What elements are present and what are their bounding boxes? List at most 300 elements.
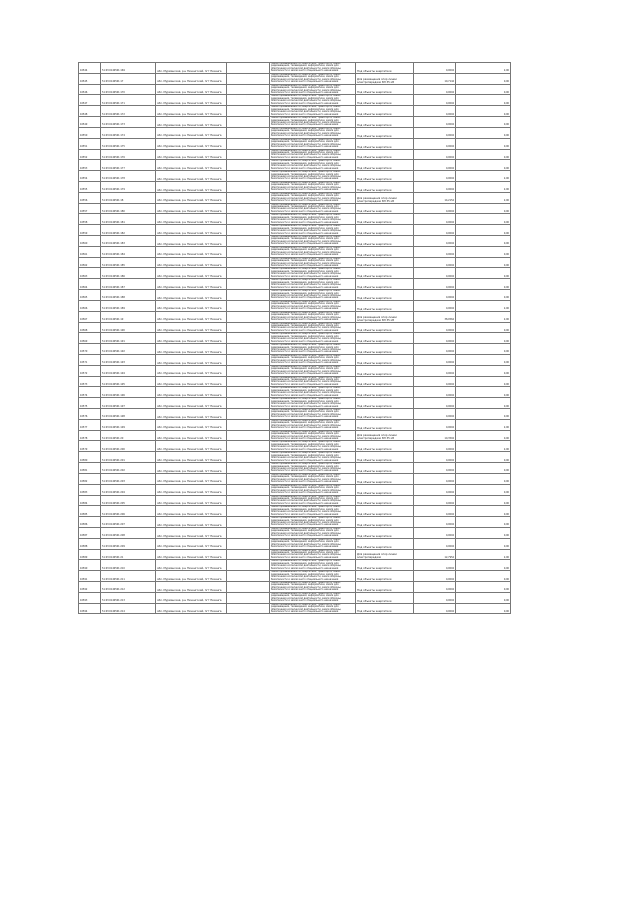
table-row bbox=[79, 117, 511, 128]
land-type-cell: Земли промышленности, энергетики, транспорта, связи, радиовещания, телевидения, информатики, земли для обеспечения космической деятельности, земли обороны, безопасности и земли иного специального назначения bbox=[270, 419, 356, 430]
table-row bbox=[79, 63, 511, 74]
cadastral-number-cell: 51:03:0140501:180 bbox=[101, 203, 156, 214]
row-id-cell: 10570 bbox=[79, 344, 101, 355]
spacer-cell bbox=[227, 214, 270, 225]
permitted-use-cell: Под объекты энергетики bbox=[356, 419, 414, 430]
spacer-cell bbox=[227, 473, 270, 484]
location-cell: обл. Мурманская, р-н Печенгский, пгт Печенга bbox=[156, 463, 227, 474]
spacer-cell bbox=[227, 527, 270, 538]
area-cell: 0,0004 bbox=[414, 473, 456, 484]
land-type-cell: Земли промышленности, энергетики, транспорта, связи, радиовещания, телевидения, информатики, земли для обеспечения космической деятельности, земли обороны, безопасности и земли иного специального назначения bbox=[270, 290, 356, 301]
area-cell: 0,0004 bbox=[414, 419, 456, 430]
permitted-use-cell: Под объекты энергетики bbox=[356, 484, 414, 495]
location-cell: обл. Мурманская, р-н Печенгский, пгт Печенга bbox=[156, 203, 227, 214]
location-cell: обл. Мурманская, р-н Печенгский, пгт Печенга bbox=[156, 322, 227, 333]
row-id-cell: 10557 bbox=[79, 203, 101, 214]
cadastral-number-cell: 51:03:0140501:170 bbox=[101, 84, 156, 95]
spacer-cell bbox=[227, 117, 270, 128]
area-cell: 0,0004 bbox=[414, 376, 456, 387]
cadastral-number-cell: 51:03:0140501:17 bbox=[101, 73, 156, 84]
row-id-cell: 10568 bbox=[79, 322, 101, 333]
location-cell: обл. Мурманская, р-н Печенгский, пгт Печенга bbox=[156, 452, 227, 463]
cadastral-number-cell: 51:03:0140501:186 bbox=[101, 268, 156, 279]
permitted-use-cell: Для размещения опор линии электропередачи ВЛ 35 кВ bbox=[356, 73, 414, 84]
rate-cell: 0,00 bbox=[456, 409, 511, 420]
land-type-cell: Земли промышленности, энергетики, транспорта, связи, радиовещания, телевидения, информатики, земли для обеспечения космической деятельности, земли обороны, безопасности и земли иного специального назначения bbox=[270, 549, 356, 560]
table-row bbox=[79, 257, 511, 268]
area-cell: 0,0004 bbox=[414, 246, 456, 257]
land-type-cell: Земли промышленности, энергетики, транспорта, связи, радиовещания, телевидения, информатики, земли для обеспечения космической деятельности, земли обороны, безопасности и земли иного специального назначения bbox=[270, 560, 356, 571]
rate-cell: 0,00 bbox=[456, 354, 511, 365]
location-cell: обл. Мурманская, р-н Печенгский, пгт Печенга bbox=[156, 365, 227, 376]
land-type-cell: Земли промышленности, энергетики, транспорта, связи, радиовещания, телевидения, информатики, земли для обеспечения космической деятельности, земли обороны, безопасности и земли иного специального назначения bbox=[270, 84, 356, 95]
row-id-cell: 10551 bbox=[79, 138, 101, 149]
rate-cell: 0,00 bbox=[456, 560, 511, 571]
area-cell: 0,0004 bbox=[414, 344, 456, 355]
area-cell: 0,0004 bbox=[414, 484, 456, 495]
table-row bbox=[79, 495, 511, 506]
rate-cell: 0,00 bbox=[456, 268, 511, 279]
spacer-cell bbox=[227, 441, 270, 452]
row-id-cell: 10550 bbox=[79, 127, 101, 138]
area-cell: 14,2154 bbox=[414, 192, 456, 203]
table-row bbox=[79, 214, 511, 225]
spacer-cell bbox=[227, 506, 270, 517]
location-cell: обл. Мурманская, р-н Печенгский, пгт Печенга bbox=[156, 333, 227, 344]
row-id-cell: 10585 bbox=[79, 506, 101, 517]
cadastral-number-cell: 51:03:0140501:18 bbox=[101, 192, 156, 203]
row-id-cell: 10546 bbox=[79, 84, 101, 95]
table-row bbox=[79, 236, 511, 247]
area-cell: 0,0004 bbox=[414, 592, 456, 603]
row-id-cell: 10594 bbox=[79, 603, 101, 614]
location-cell: обл. Мурманская, р-н Печенгский, пгт Печенга bbox=[156, 138, 227, 149]
location-cell: обл. Мурманская, р-н Печенгский, пгт Печенга bbox=[156, 344, 227, 355]
cadastral-number-cell: 51:03:0140501:192 bbox=[101, 344, 156, 355]
cadastral-number-cell: 51:03:0140501:210 bbox=[101, 560, 156, 571]
table-row bbox=[79, 246, 511, 257]
row-id-cell: 10592 bbox=[79, 582, 101, 593]
area-cell: 0,0004 bbox=[414, 203, 456, 214]
location-cell: обл. Мурманская, р-н Печенгский, пгт Печенга bbox=[156, 246, 227, 257]
cadastral-number-cell: 51:03:0140501:194 bbox=[101, 365, 156, 376]
cadastral-number-cell: 51:03:0140501:21 bbox=[101, 549, 156, 560]
area-cell: 0,0004 bbox=[414, 214, 456, 225]
land-type-cell: Земли промышленности, энергетики, транспорта, связи, радиовещания, телевидения, информатики, земли для обеспечения космической деятельности, земли обороны, безопасности и земли иного специального назначения bbox=[270, 571, 356, 582]
spacer-cell bbox=[227, 387, 270, 398]
rate-cell: 2,00 bbox=[456, 549, 511, 560]
area-cell: 0,0004 bbox=[414, 560, 456, 571]
land-type-cell: Земли промышленности, энергетики, транспорта, связи, радиовещания, телевидения, информатики, земли для обеспечения космической деятельности, земли обороны, безопасности и земли иного специального назначения bbox=[270, 430, 356, 441]
rate-cell: 0,00 bbox=[456, 73, 511, 84]
land-type-cell: Земли промышленности, энергетики, транспорта, связи, радиовещания, телевидения, информатики, земли для обеспечения космической деятельности, земли обороны, безопасности и земли иного специального назначения bbox=[270, 300, 356, 311]
row-id-cell: 10582 bbox=[79, 473, 101, 484]
land-type-cell: Земли промышленности, энергетики, транспорта, связи, радиовещания, телевидения, информатики, земли для обеспечения космической деятельности, земли обороны, безопасности и земли иного специального назначения bbox=[270, 538, 356, 549]
row-id-cell: 10576 bbox=[79, 409, 101, 420]
area-cell: 0,0004 bbox=[414, 268, 456, 279]
table-row bbox=[79, 398, 511, 409]
land-type-cell: Земли промышленности, энергетики, транспорта, связи, радиовещания, телевидения, информатики, земли для обеспечения космической деятельности, земли обороны, безопасности и земли иного специального назначения bbox=[270, 506, 356, 517]
spacer-cell bbox=[227, 603, 270, 614]
spacer-cell bbox=[227, 549, 270, 560]
land-type-cell: Земли промышленности, энергетики, транспорта, связи, радиовещания, телевидения, информатики, земли для обеспечения космической деятельности, земли обороны, безопасности и земли иного специального назначения bbox=[270, 473, 356, 484]
table-row bbox=[79, 225, 511, 236]
row-id-cell: 10544 bbox=[79, 63, 101, 74]
area-cell: 0,0004 bbox=[414, 279, 456, 290]
cadastral-number-cell: 51:03:0140501:181 bbox=[101, 214, 156, 225]
rate-cell: 0,00 bbox=[456, 333, 511, 344]
permitted-use-cell: Под объекты энергетики bbox=[356, 333, 414, 344]
row-id-cell: 10547 bbox=[79, 95, 101, 106]
permitted-use-cell: Под объекты энергетики bbox=[356, 560, 414, 571]
cadastral-number-cell: 51:03:0140501:190 bbox=[101, 322, 156, 333]
spacer-cell bbox=[227, 365, 270, 376]
cadastral-number-cell: 51:03:0140501:198 bbox=[101, 409, 156, 420]
permitted-use-cell: Под объекты энергетики bbox=[356, 138, 414, 149]
location-cell: обл. Мурманская, р-н Печенгский, пгт Печенга bbox=[156, 311, 227, 322]
area-cell: 0,0004 bbox=[414, 225, 456, 236]
table-body bbox=[79, 63, 511, 614]
permitted-use-cell: Под объекты энергетики bbox=[356, 246, 414, 257]
cadastral-number-cell: 51:03:0140501:200 bbox=[101, 441, 156, 452]
cadastral-number-cell: 51:03:0140501:174 bbox=[101, 127, 156, 138]
cadastral-number-cell: 51:03:0140501:202 bbox=[101, 463, 156, 474]
area-cell: 0,0004 bbox=[414, 84, 456, 95]
cadastral-number-cell: 51:03:0140501:212 bbox=[101, 582, 156, 593]
rate-cell: 0,00 bbox=[456, 257, 511, 268]
spacer-cell bbox=[227, 571, 270, 582]
table-row bbox=[79, 127, 511, 138]
spacer-cell bbox=[227, 419, 270, 430]
area-cell: 0,0004 bbox=[414, 106, 456, 117]
spacer-cell bbox=[227, 311, 270, 322]
area-cell: 0,0004 bbox=[414, 582, 456, 593]
land-type-cell: Земли промышленности, энергетики, транспорта, связи, радиовещания, телевидения, информатики, земли для обеспечения космической деятельности, земли обороны, безопасности и земли иного специального назначения bbox=[270, 214, 356, 225]
rate-cell: 0,00 bbox=[456, 365, 511, 376]
cadastral-number-cell: 51:03:0140501:196 bbox=[101, 387, 156, 398]
rate-cell: 0,00 bbox=[456, 203, 511, 214]
area-cell: 0,0004 bbox=[414, 517, 456, 528]
row-id-cell: 10566 bbox=[79, 300, 101, 311]
cadastral-number-cell: 51:03:0140501:204 bbox=[101, 484, 156, 495]
land-type-cell: Земли промышленности, энергетики, транспорта, связи, радиовещания, телевидения, информатики, земли для обеспечения космической деятельности, земли обороны, безопасности и земли иного специального назначения bbox=[270, 149, 356, 160]
land-type-cell: Земли промышленности, энергетики, транспорта, связи, радиовещания, телевидения, информатики, земли для обеспечения космической деятельности, земли обороны, безопасности и земли иного специального назначения bbox=[270, 73, 356, 84]
cadastral-number-cell: 51:03:0140501:208 bbox=[101, 527, 156, 538]
permitted-use-cell: Под объекты энергетики bbox=[356, 322, 414, 333]
land-type-cell: Земли промышленности, энергетики, транспорта, связи, радиовещания, телевидения, информатики, земли для обеспечения космической деятельности, земли обороны, безопасности и земли иного специального назначения bbox=[270, 582, 356, 593]
land-type-cell: Земли промышленности, энергетики, транспорта, связи, радиовещания, телевидения, информатики, земли для обеспечения космической деятельности, земли обороны, безопасности и земли иного специального назначения bbox=[270, 63, 356, 74]
cadastral-number-cell: 51:03:0140501:195 bbox=[101, 376, 156, 387]
spacer-cell bbox=[227, 582, 270, 593]
row-id-cell: 10565 bbox=[79, 290, 101, 301]
spacer-cell bbox=[227, 409, 270, 420]
location-cell: обл. Мурманская, р-н Печенгский, пгт Печенга bbox=[156, 398, 227, 409]
cadastral-number-cell: 51:03:0140501:177 bbox=[101, 160, 156, 171]
spacer-cell bbox=[227, 463, 270, 474]
table-row bbox=[79, 300, 511, 311]
land-type-cell: Земли промышленности, энергетики, транспорта, связи, радиовещания, телевидения, информатики, земли для обеспечения космической деятельности, земли обороны, безопасности и земли иного специального назначения bbox=[270, 592, 356, 603]
permitted-use-cell: Под объекты энергетики bbox=[356, 506, 414, 517]
row-id-cell: 10579 bbox=[79, 441, 101, 452]
location-cell: обл. Мурманская, р-н Печенгский, пгт Печенга bbox=[156, 354, 227, 365]
table-row bbox=[79, 603, 511, 614]
rate-cell: 0,00 bbox=[456, 592, 511, 603]
location-cell: обл. Мурманская, р-н Печенгский, пгт Печенга bbox=[156, 538, 227, 549]
rate-cell: 0,00 bbox=[456, 452, 511, 463]
table-row bbox=[79, 95, 511, 106]
row-id-cell: 10593 bbox=[79, 592, 101, 603]
rate-cell: 0,00 bbox=[456, 527, 511, 538]
spacer-cell bbox=[227, 127, 270, 138]
table-row bbox=[79, 506, 511, 517]
permitted-use-cell: Под объекты энергетики bbox=[356, 279, 414, 290]
table-row bbox=[79, 549, 511, 560]
rate-cell: 0,00 bbox=[456, 517, 511, 528]
rate-cell: 0,00 bbox=[456, 149, 511, 160]
permitted-use-cell: Под объекты энергетики bbox=[356, 95, 414, 106]
area-cell: 0,0004 bbox=[414, 603, 456, 614]
permitted-use-cell: Под объекты энергетики bbox=[356, 603, 414, 614]
permitted-use-cell: Для размещения опор линии электропередачи ВЛ 35 кВ bbox=[356, 430, 414, 441]
spacer-cell bbox=[227, 376, 270, 387]
table-row bbox=[79, 409, 511, 420]
spacer-cell bbox=[227, 171, 270, 182]
area-cell: 0,0004 bbox=[414, 63, 456, 74]
permitted-use-cell: Под объекты энергетики bbox=[356, 268, 414, 279]
location-cell: обл. Мурманская, р-н Печенгский, пгт Печенга bbox=[156, 117, 227, 128]
permitted-use-cell: Под объекты энергетики bbox=[356, 538, 414, 549]
permitted-use-cell: Под объекты энергетики bbox=[356, 582, 414, 593]
area-cell: 12,7954 bbox=[414, 549, 456, 560]
location-cell: обл. Мурманская, р-н Печенгский, пгт Печенга bbox=[156, 95, 227, 106]
permitted-use-cell: Под объекты энергетики bbox=[356, 149, 414, 160]
rate-cell: 0,00 bbox=[456, 322, 511, 333]
permitted-use-cell: Для размещения опор линии электропередачи ВЛ 35 кВ bbox=[356, 311, 414, 322]
area-cell: 0,0004 bbox=[414, 160, 456, 171]
spacer-cell bbox=[227, 181, 270, 192]
area-cell: 0,0004 bbox=[414, 571, 456, 582]
location-cell: обл. Мурманская, р-н Печенгский, пгт Печенга bbox=[156, 106, 227, 117]
location-cell: обл. Мурманская, р-н Печенгский, пгт Печенга bbox=[156, 268, 227, 279]
table-row bbox=[79, 571, 511, 582]
table-row bbox=[79, 84, 511, 95]
area-cell: 0,0004 bbox=[414, 149, 456, 160]
rate-cell: 0,00 bbox=[456, 506, 511, 517]
table-row bbox=[79, 560, 511, 571]
table-row bbox=[79, 354, 511, 365]
spacer-cell bbox=[227, 322, 270, 333]
permitted-use-cell: Под объекты энергетики bbox=[356, 181, 414, 192]
row-id-cell: 10549 bbox=[79, 117, 101, 128]
land-type-cell: Земли промышленности, энергетики, транспорта, связи, радиовещания, телевидения, информатики, земли для обеспечения космической деятельности, земли обороны, безопасности и земли иного специального назначения bbox=[270, 311, 356, 322]
land-type-cell: Земли промышленности, энергетики, транспорта, связи, радиовещания, телевидения, информатики, земли для обеспечения космической деятельности, земли обороны, безопасности и земли иного специального назначения bbox=[270, 333, 356, 344]
rate-cell: 0,00 bbox=[456, 225, 511, 236]
cadastral-number-cell: 51:03:0140501:182 bbox=[101, 225, 156, 236]
location-cell: обл. Мурманская, р-н Печенгский, пгт Печенга bbox=[156, 387, 227, 398]
row-id-cell: 10562 bbox=[79, 257, 101, 268]
spacer-cell bbox=[227, 452, 270, 463]
land-type-cell: Земли промышленности, энергетики, транспорта, связи, радиовещания, телевидения, информатики, земли для обеспечения космической деятельности, земли обороны, безопасности и земли иного специального назначения bbox=[270, 409, 356, 420]
table-row bbox=[79, 538, 511, 549]
location-cell: обл. Мурманская, р-н Печенгский, пгт Печенга bbox=[156, 430, 227, 441]
row-id-cell: 10561 bbox=[79, 246, 101, 257]
land-type-cell: Земли промышленности, энергетики, транспорта, связи, радиовещания, телевидения, информатики, земли для обеспечения космической деятельности, земли обороны, безопасности и земли иного специального назначения bbox=[270, 495, 356, 506]
permitted-use-cell: Под объекты энергетики bbox=[356, 225, 414, 236]
rate-cell: 0,00 bbox=[456, 214, 511, 225]
land-type-cell: Земли промышленности, энергетики, транспорта, связи, радиовещания, телевидения, информатики, земли для обеспечения космической деятельности, земли обороны, безопасности и земли иного специального назначения bbox=[270, 268, 356, 279]
land-type-cell: Земли промышленности, энергетики, транспорта, связи, радиовещания, телевидения, информатики, земли для обеспечения космической деятельности, земли обороны, безопасности и земли иного специального назначения bbox=[270, 117, 356, 128]
spacer-cell bbox=[227, 84, 270, 95]
rate-cell: 0,00 bbox=[456, 95, 511, 106]
area-cell: 0,0004 bbox=[414, 452, 456, 463]
rate-cell: 0,00 bbox=[456, 582, 511, 593]
cadastral-number-cell: 51:03:0140501:176 bbox=[101, 149, 156, 160]
rate-cell: 0,00 bbox=[456, 376, 511, 387]
cadastral-number-cell: 51:03:0140501:213 bbox=[101, 592, 156, 603]
table-row bbox=[79, 463, 511, 474]
location-cell: обл. Мурманская, р-н Печенгский, пгт Печенга bbox=[156, 63, 227, 74]
land-type-cell: Земли промышленности, энергетики, транспорта, связи, радиовещания, телевидения, информатики, земли для обеспечения космической деятельности, земли обороны, безопасности и земли иного специального назначения bbox=[270, 398, 356, 409]
area-cell: 0,0004 bbox=[414, 354, 456, 365]
table-row bbox=[79, 279, 511, 290]
area-cell: 10,3504 bbox=[414, 430, 456, 441]
land-type-cell: Земли промышленности, энергетики, транспорта, связи, радиовещания, телевидения, информатики, земли для обеспечения космической деятельности, земли обороны, безопасности и земли иного специального назначения bbox=[270, 257, 356, 268]
permitted-use-cell: Под объекты энергетики bbox=[356, 387, 414, 398]
location-cell: обл. Мурманская, р-н Печенгский, пгт Печенга bbox=[156, 73, 227, 84]
land-type-cell: Земли промышленности, энергетики, транспорта, связи, радиовещания, телевидения, информатики, земли для обеспечения космической деятельности, земли обороны, безопасности и земли иного специального назначения bbox=[270, 138, 356, 149]
rate-cell: 2,00 bbox=[456, 171, 511, 182]
spacer-cell bbox=[227, 560, 270, 571]
cadastral-number-cell: 51:03:0140501:214 bbox=[101, 603, 156, 614]
row-id-cell: 10559 bbox=[79, 225, 101, 236]
cadastral-number-cell: 51:03:0140501:171 bbox=[101, 95, 156, 106]
row-id-cell: 10584 bbox=[79, 495, 101, 506]
land-type-cell: Земли промышленности, энергетики, транспорта, связи, радиовещания, телевидения, информатики, земли для обеспечения космической деятельности, земли обороны, безопасности и земли иного специального назначения bbox=[270, 236, 356, 247]
spacer-cell bbox=[227, 484, 270, 495]
rate-cell: 0,00 bbox=[456, 463, 511, 474]
spacer-cell bbox=[227, 430, 270, 441]
spacer-cell bbox=[227, 300, 270, 311]
area-cell: 0,0004 bbox=[414, 463, 456, 474]
location-cell: обл. Мурманская, р-н Печенгский, пгт Печенга bbox=[156, 192, 227, 203]
area-cell: 0,0004 bbox=[414, 181, 456, 192]
land-type-cell: Земли промышленности, энергетики, транспорта, связи, радиовещания, телевидения, информатики, земли для обеспечения космической деятельности, земли обороны, безопасности и земли иного специального назначения bbox=[270, 463, 356, 474]
document-page bbox=[78, 62, 510, 614]
land-type-cell: Земли промышленности, энергетики, транспорта, связи, радиовещания, телевидения, информатики, земли для обеспечения космической деятельности, земли обороны, безопасности и земли иного специального назначения bbox=[270, 527, 356, 538]
rate-cell: 0,00 bbox=[456, 84, 511, 95]
rate-cell: 0,00 bbox=[456, 344, 511, 355]
location-cell: обл. Мурманская, р-н Печенгский, пгт Печенга bbox=[156, 214, 227, 225]
rate-cell: 0,00 bbox=[456, 138, 511, 149]
table-row bbox=[79, 311, 511, 322]
table-row bbox=[79, 138, 511, 149]
rate-cell: 2,00 bbox=[456, 192, 511, 203]
land-type-cell: Земли промышленности, энергетики, транспорта, связи, радиовещания, телевидения, информатики, земли для обеспечения космической деятельности, земли обороны, безопасности и земли иного специального назначения bbox=[270, 441, 356, 452]
spacer-cell bbox=[227, 354, 270, 365]
land-type-cell: Земли промышленности, энергетики, транспорта, связи, радиовещания, телевидения, информатики, земли для обеспечения космической деятельности, земли обороны, безопасности и земли иного специального назначения bbox=[270, 160, 356, 171]
rate-cell: 0,00 bbox=[456, 473, 511, 484]
row-id-cell: 10586 bbox=[79, 517, 101, 528]
permitted-use-cell: Под объекты энергетики bbox=[356, 84, 414, 95]
location-cell: обл. Мурманская, р-н Печенгский, пгт Печенга bbox=[156, 149, 227, 160]
permitted-use-cell: Под объекты энергетики bbox=[356, 409, 414, 420]
cadastral-number-cell: 51:03:0140501:193 bbox=[101, 354, 156, 365]
spacer-cell bbox=[227, 246, 270, 257]
spacer-cell bbox=[227, 203, 270, 214]
row-id-cell: 10564 bbox=[79, 279, 101, 290]
permitted-use-cell: Под объекты энергетики bbox=[356, 354, 414, 365]
rate-cell: 0,00 bbox=[456, 484, 511, 495]
permitted-use-cell: Для размещения опор линии электропередачи ВЛ 35 кВ bbox=[356, 192, 414, 203]
rate-cell: 2,00 bbox=[456, 311, 511, 322]
area-cell: 0,0004 bbox=[414, 290, 456, 301]
table-row bbox=[79, 203, 511, 214]
permitted-use-cell: Под объекты энергетики bbox=[356, 290, 414, 301]
row-id-cell: 10590 bbox=[79, 560, 101, 571]
permitted-use-cell: Под объекты энергетики bbox=[356, 592, 414, 603]
table-row bbox=[79, 322, 511, 333]
area-cell: 0,0004 bbox=[414, 300, 456, 311]
land-type-cell: Земли промышленности, энергетики, транспорта, связи, радиовещания, телевидения, информатики, земли для обеспечения космической деятельности, земли обороны, безопасности и земли иного специального назначения bbox=[270, 344, 356, 355]
cadastral-number-cell: 51:03:0140501:191 bbox=[101, 333, 156, 344]
row-id-cell: 10581 bbox=[79, 463, 101, 474]
permitted-use-cell: Под объекты энергетики bbox=[356, 106, 414, 117]
area-cell: 38,0564 bbox=[414, 311, 456, 322]
permitted-use-cell: Для размещения опор линии электропередачи bbox=[356, 549, 414, 560]
table-row bbox=[79, 365, 511, 376]
row-id-cell: 10572 bbox=[79, 365, 101, 376]
row-id-cell: 10545 bbox=[79, 73, 101, 84]
cadastral-number-cell: 51:03:0140501:206 bbox=[101, 506, 156, 517]
cadastral-number-cell: 51:03:0140501:185 bbox=[101, 257, 156, 268]
permitted-use-cell: Под объекты энергетики bbox=[356, 527, 414, 538]
area-cell: 0,0004 bbox=[414, 322, 456, 333]
permitted-use-cell: Под объекты энергетики bbox=[356, 203, 414, 214]
row-id-cell: 10558 bbox=[79, 214, 101, 225]
table-row bbox=[79, 452, 511, 463]
land-type-cell: Земли промышленности, энергетики, транспорта, связи, радиовещания, телевидения, информатики, земли для обеспечения космической деятельности, земли обороны, безопасности и земли иного специального назначения bbox=[270, 106, 356, 117]
spacer-cell bbox=[227, 192, 270, 203]
location-cell: обл. Мурманская, р-н Печенгский, пгт Печенга bbox=[156, 257, 227, 268]
spacer-cell bbox=[227, 106, 270, 117]
area-cell: 0,0004 bbox=[414, 257, 456, 268]
location-cell: обл. Мурманская, р-н Печенгский, пгт Печенга bbox=[156, 549, 227, 560]
row-id-cell: 10580 bbox=[79, 452, 101, 463]
spacer-cell bbox=[227, 138, 270, 149]
location-cell: обл. Мурманская, р-н Печенгский, пгт Печенга bbox=[156, 603, 227, 614]
location-cell: обл. Мурманская, р-н Печенгский, пгт Печенга bbox=[156, 279, 227, 290]
table-row bbox=[79, 171, 511, 182]
location-cell: обл. Мурманская, р-н Печенгский, пгт Печенга bbox=[156, 290, 227, 301]
table-row bbox=[79, 160, 511, 171]
table-row bbox=[79, 592, 511, 603]
permitted-use-cell: Под объекты энергетики bbox=[356, 300, 414, 311]
row-id-cell: 10571 bbox=[79, 354, 101, 365]
spacer-cell bbox=[227, 73, 270, 84]
spacer-cell bbox=[227, 268, 270, 279]
rate-cell: 0,00 bbox=[456, 236, 511, 247]
row-id-cell: 10583 bbox=[79, 484, 101, 495]
row-id-cell: 10577 bbox=[79, 419, 101, 430]
permitted-use-cell: Под объекты энергетики bbox=[356, 257, 414, 268]
location-cell: обл. Мурманская, р-н Печенгский, пгт Печенга bbox=[156, 171, 227, 182]
area-cell: 0,0004 bbox=[414, 441, 456, 452]
rate-cell: 0,00 bbox=[456, 117, 511, 128]
table-row bbox=[79, 473, 511, 484]
row-id-cell: 10556 bbox=[79, 192, 101, 203]
row-id-cell: 10578 bbox=[79, 430, 101, 441]
area-cell: 0,0004 bbox=[414, 95, 456, 106]
